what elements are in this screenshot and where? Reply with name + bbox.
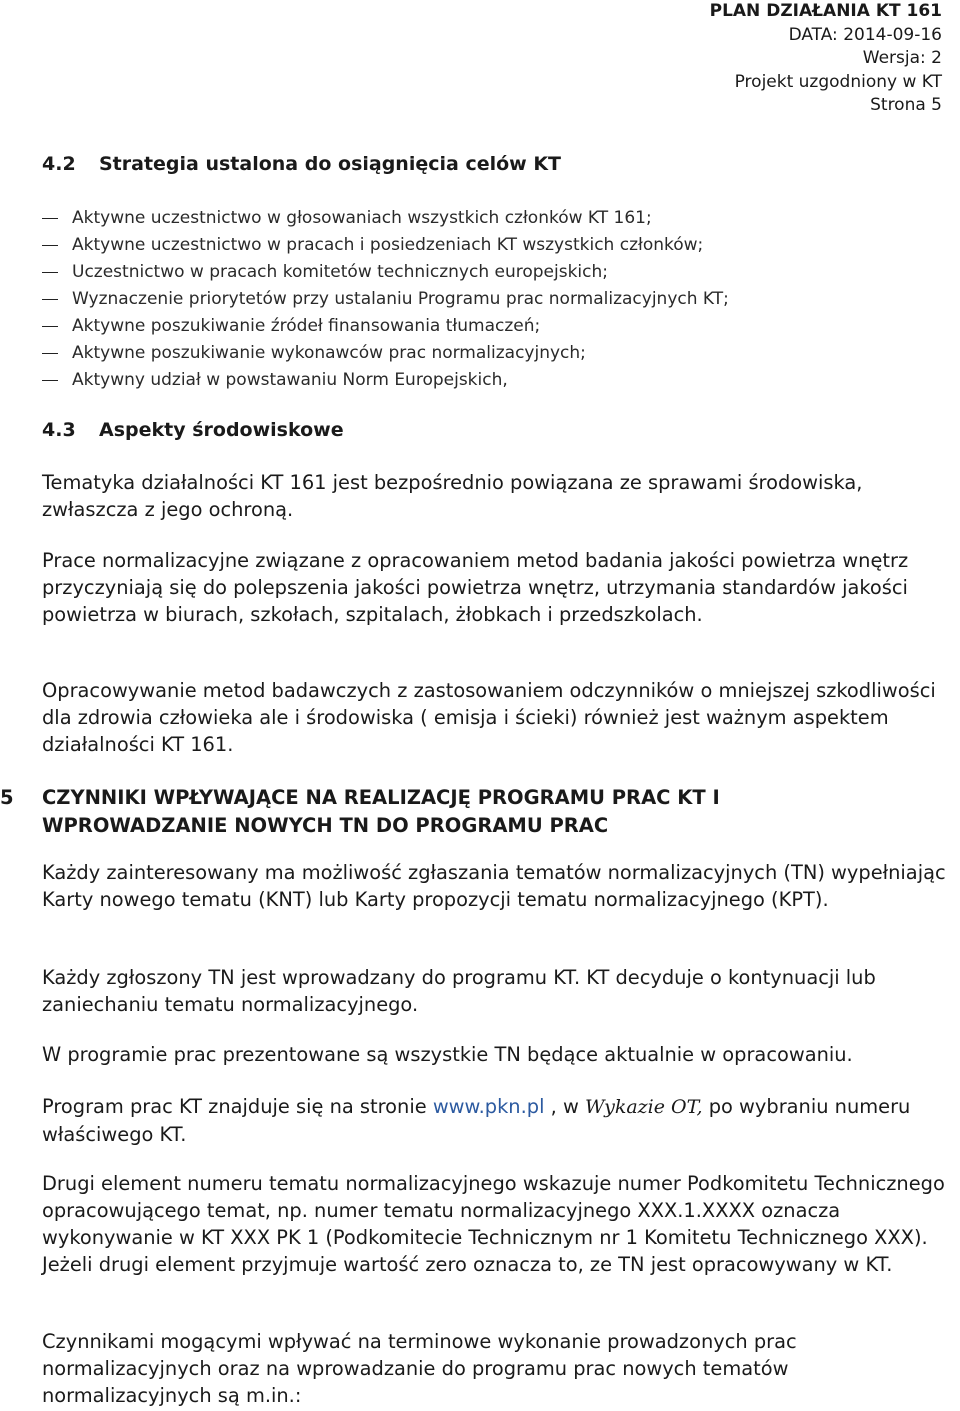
document-date: DATA: 2014-09-16 bbox=[788, 24, 942, 45]
section-4-3-number: 4.3 bbox=[42, 419, 76, 441]
list-item: Aktywne poszukiwanie źródeł finansowania tłumaczeń; bbox=[42, 313, 729, 340]
section-5-number: 5 bbox=[0, 786, 14, 809]
section-4-2-title: Strategia ustalona do osiągnięcia celów KT bbox=[99, 153, 562, 175]
paragraph: Każdy zainteresowany ma możliwość zgłaszania tematów normalizacyjnych (TN) wypełniając Karty nowego tematu (KNT) lub Karty propozycji tematu normalizacyjnego (KPT). bbox=[42, 861, 946, 911]
section-4-3-heading bbox=[42, 419, 344, 441]
paragraph: Tematyka działalności KT 161 jest bezpośrednio powiązana ze sprawami środowiska, zwłaszcza z jego ochroną. bbox=[42, 471, 863, 521]
paragraph bbox=[42, 1093, 947, 1148]
section-5-heading bbox=[0, 784, 960, 840]
paragraph: Czynnikami mogącymi wpływać na terminowe wykonanie prowadzonych prac normalizacyjnych oraz na wprowadzanie do programu prac nowych tematów normalizacyjnych są m.in.: bbox=[42, 1330, 797, 1407]
pkn-link[interactable]: www.pkn.pl bbox=[432, 1095, 545, 1118]
paragraph-text: , w bbox=[544, 1095, 585, 1118]
list-item: Wyznaczenie priorytetów przy ustalaniu Programu prac normalizacyjnych KT; bbox=[42, 286, 729, 313]
list-item: Aktywne poszukiwanie wykonawców prac normalizacyjnych; bbox=[42, 340, 729, 367]
paragraph: Prace normalizacyjne związane z opracowaniem metod badania jakości powietrza wnętrz przyczyniają się do polepszenia jakości powietrza wnętrz, utrzymania standardów jakości powietrza w biurach, szkołach, szpitalach, żłobkach i przedszkolach. bbox=[42, 549, 909, 626]
document-version: Wersja: 2 bbox=[862, 48, 942, 68]
paragraph: W programie prac prezentowane są wszystkie TN będące aktualnie w opracowaniu. bbox=[42, 1043, 853, 1066]
list-item: Aktywne uczestnictwo w pracach i posiedzeniach KT wszystkich członków; bbox=[42, 232, 729, 259]
strategy-list bbox=[42, 205, 729, 394]
wykaz-ot-text: Wykazie OT, bbox=[584, 1096, 703, 1118]
list-item: Aktywne uczestnictwo w głosowaniach wszystkich członków KT 161; bbox=[42, 205, 729, 232]
document-title: PLAN DZIAŁANIA KT 161 bbox=[709, 1, 942, 21]
paragraph-text: Program prac KT znajduje się na stronie bbox=[42, 1095, 433, 1118]
paragraph: Każdy zgłoszony TN jest wprowadzany do programu KT. KT decyduje o kontynuacji lub zaniechaniu tematu normalizacyjnego. bbox=[42, 966, 876, 1016]
page-number: Strona 5 bbox=[870, 95, 942, 115]
page-header bbox=[710, 0, 942, 118]
section-4-3-title: Aspekty środowiskowe bbox=[99, 419, 344, 441]
section-4-2-number: 4.2 bbox=[42, 153, 76, 175]
document-status: Projekt uzgodniony w KT bbox=[734, 71, 942, 92]
paragraph: Opracowywanie metod badawczych z zastosowaniem odczynników o mniejszej szkodliwości dla zdrowia człowieka ale i środowiska ( emisja i ścieki) również jest ważnym aspektem działalności KT 161. bbox=[42, 679, 936, 756]
paragraph: Drugi element numeru tematu normalizacyjnego wskazuje numer Podkomitetu Technicznego opracowującego temat, np. numer tematu normalizacyjnego XXX.1.XXXX oznacza wykonywanie w KT XXX PK 1 (Podkomitecie Technicznym nr 1 Komitetu Technicznego XXX). Jeżeli drugi element przyjmuje wartość zero oznacza to, ze TN jest opracowywany w KT. bbox=[42, 1172, 945, 1276]
list-item: Aktywny udział w powstawaniu Norm Europejskich, bbox=[42, 367, 729, 394]
list-item: Uczestnictwo w pracach komitetów technicznych europejskich; bbox=[42, 259, 729, 286]
paragraph-text: po wybraniu numeru właściwego KT. bbox=[42, 1095, 911, 1146]
section-4-2-heading bbox=[42, 153, 561, 175]
section-5-title: CZYNNIKI WPŁYWAJĄCE NA REALIZACJĘ PROGRAMU PRAC KT I WPROWADZANIE NOWYCH TN DO PROGRAMU PRAC bbox=[42, 786, 720, 837]
